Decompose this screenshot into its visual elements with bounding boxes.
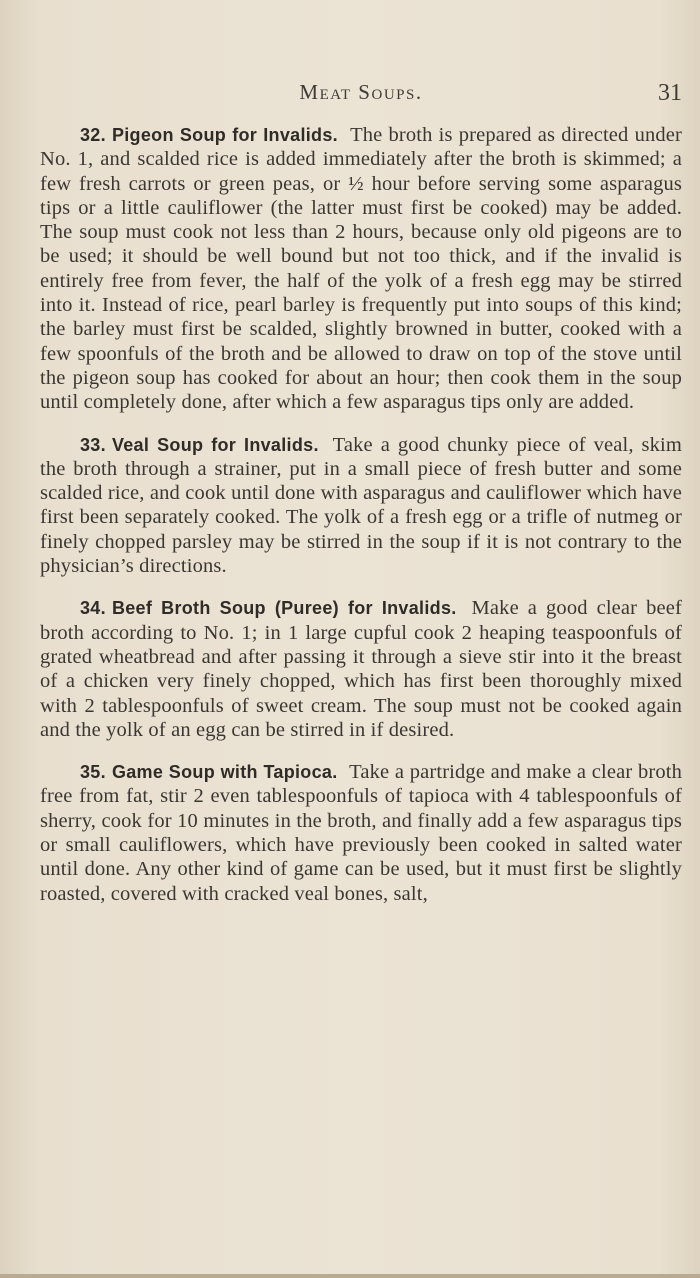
recipe-heading	[80, 598, 457, 618]
recipe-body: Take a good chunky piece of veal, skim the broth through a strainer, put in a small piece of fresh butter and some scalded rice, and cook until done with asparagus and cauliflower which have first been separately cooked. The yolk of a fresh egg or a trifle of nutmeg or finely chopped parsley may be stirred in the soup if it is not contrary to the physician’s directions.	[40, 433, 682, 578]
recipe-body: Take a partridge and make a clear broth free from fat, stir 2 even tablespoonfuls of tapioca with 4 tablespoonfuls of sherry, cook for 10 minutes in the broth, and finally add a few asparagus tips or small cauliflowers, which have previously been cooked in salted water until done. Any other kind of game can be used, but it must first be slightly roasted, covered with cracked veal bones, salt,	[40, 761, 682, 905]
recipe-number: 34.	[80, 598, 106, 619]
recipe-number: 32.	[80, 125, 106, 145]
recipe-title: Veal Soup for Invalids.	[111, 434, 319, 455]
recipe-title: Pigeon Soup for Invalids.	[111, 125, 338, 145]
running-head-title: Meat Soups.	[299, 80, 423, 104]
recipe-33	[40, 433, 682, 579]
recipe-32	[40, 123, 682, 415]
recipe-number: 35.	[80, 762, 106, 783]
recipe-34	[40, 596, 682, 742]
running-head	[40, 80, 682, 110]
page-body	[40, 123, 682, 924]
page-number: 31	[658, 80, 682, 106]
recipe-heading	[80, 435, 319, 455]
recipe-title: Beef Broth Soup (Puree) for Invalids.	[111, 598, 457, 619]
recipe-35	[40, 760, 682, 906]
recipe-title: Game Soup with Tapioca.	[111, 762, 338, 783]
recipe-body: The broth is prepared as directed under No. 1, and scalded rice is added immediately after the broth is skimmed; a few fresh carrots or green peas, or ½ hour before serving some asparagus tips or a little cauliflower (the latter must first be cooked) may be added. The soup must cook not less than 2 hours, because only old pigeons are to be used; it should be well bound but not too thick, and if the invalid is entirely free from fever, the half of the yolk of a fresh egg may be stirred into it. Instead of rice, pearl barley is frequently put into soups of this kind; the barley must first be scalded, slightly browned in butter, cooked with a few spoonfuls of the broth and be allowed to draw on top of the stove until the pigeon soup has cooked for about an hour; then cook them in the soup until completely done, after which a few asparagus tips only are added.	[40, 124, 682, 414]
recipe-heading	[80, 125, 338, 145]
page-bottom-edge	[0, 1274, 700, 1278]
recipe-number: 33.	[80, 434, 106, 455]
recipe-body: Make a good clear beef broth according to No. 1; in 1 large cupful cook 2 heaping teaspoonfuls of grated wheatbread and after passing it through a sieve stir into it the breast of a chicken very finely chopped, which has first been thoroughly mixed with 2 tablespoonfuls of sweet cream. The soup must not be cooked again and the yolk of an egg can be stirred in if desired.	[40, 597, 683, 741]
recipe-heading	[80, 762, 338, 782]
